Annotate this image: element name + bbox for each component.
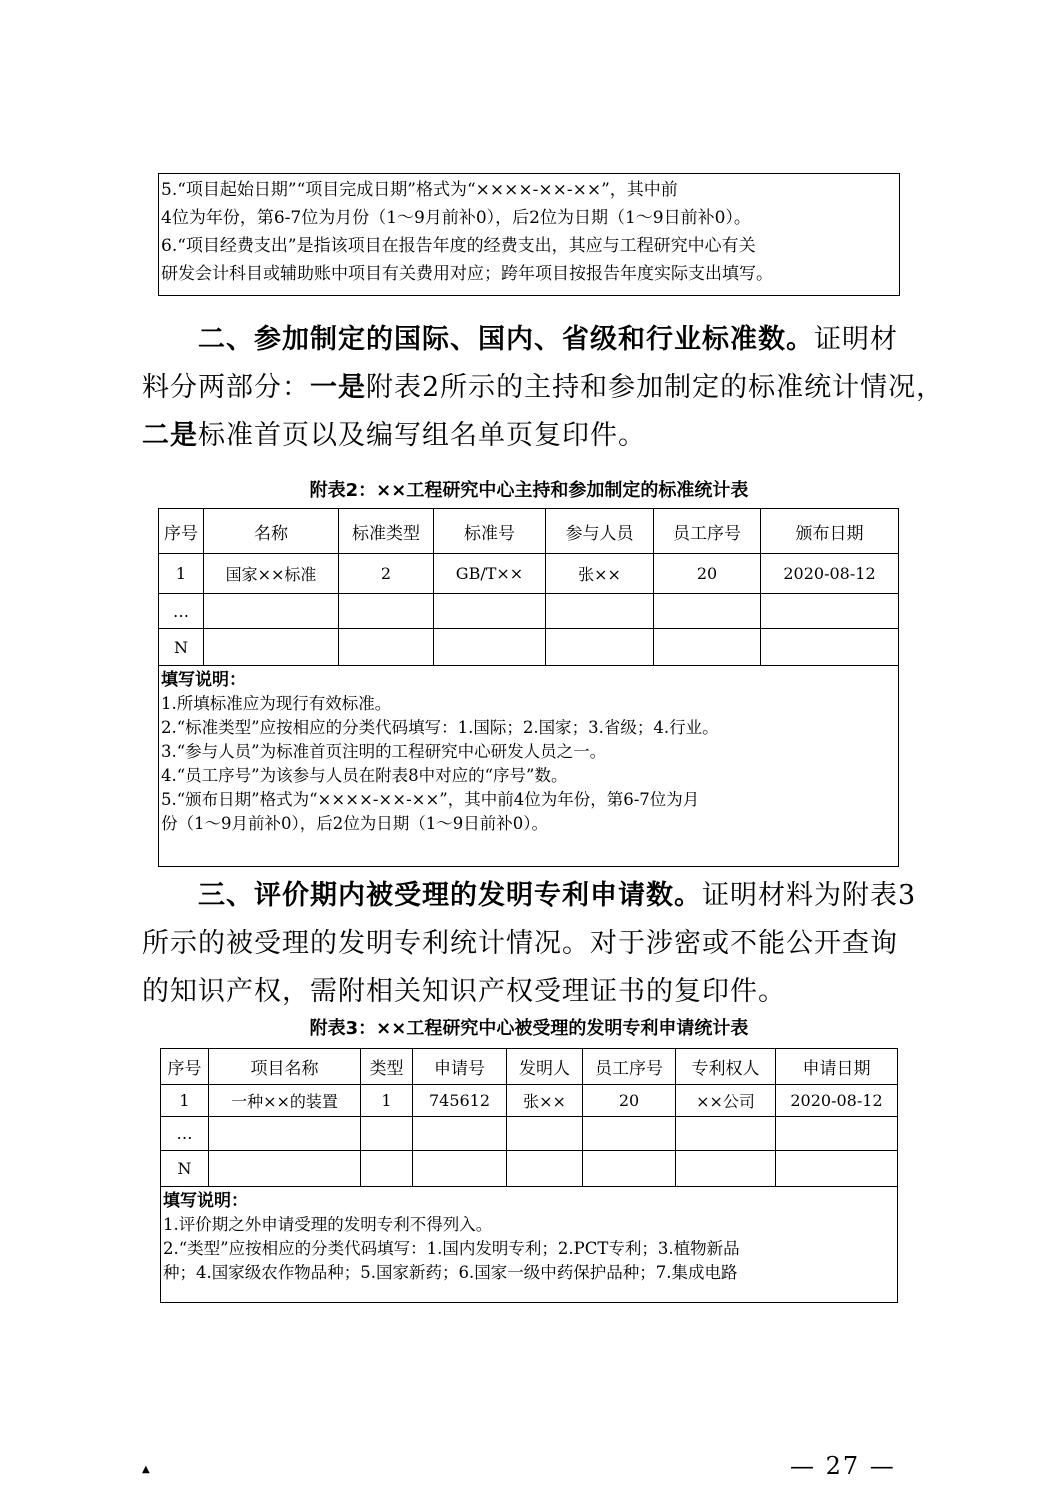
table3-notes <box>161 1187 898 1303</box>
table2 <box>158 508 899 867</box>
table3-notes-row <box>161 1187 898 1303</box>
table2-header: 参与人员 <box>546 509 654 554</box>
table3-header: 发明人 <box>507 1049 583 1085</box>
top-note-box <box>158 173 900 296</box>
table2-header: 员工序号 <box>654 509 761 554</box>
footer-mark: ▲ <box>142 1464 150 1475</box>
note-line: 5.“项目起始日期”“项目完成日期”格式为“××××-××-××”，其中前 <box>161 180 678 200</box>
table2-header: 名称 <box>204 509 339 554</box>
table3-header-row <box>161 1049 898 1085</box>
section3-heading: 三、评价期内被受理的发明专利申请数。 <box>198 880 702 911</box>
table3-header: 专利权人 <box>676 1049 776 1085</box>
table2-header-row <box>159 509 899 554</box>
notes-line: 1.评价期之外申请受理的发明专利不得列入。 <box>163 1215 493 1234</box>
table2-header: 颁布日期 <box>761 509 899 554</box>
table3-header: 申请号 <box>413 1049 507 1085</box>
notes-line: 5.“颁布日期”格式为“××××-××-××”，其中前4位为年份，第6-7位为月 <box>161 790 700 809</box>
notes-line: 4.“员工序号”为该参与人员在附表8中对应的“序号”数。 <box>161 766 568 785</box>
table3 <box>160 1048 898 1303</box>
notes-line: 2.“类型”应按相应的分类代码填写：1.国内发明专利；2.PCT专利；3.植物新品 <box>163 1239 740 1258</box>
page-number: — 27 — <box>790 1452 896 1480</box>
note-line: 4位为年份，第6-7位为月份（1～9月前补0），后2位为日期（1～9日前补0）。 <box>161 208 751 228</box>
notes-line: 份（1～9月前补0），后2位为日期（1～9日前补0）。 <box>161 814 548 833</box>
table-row: … <box>161 1117 898 1151</box>
table2-header: 标准类型 <box>339 509 434 554</box>
table-row: … <box>159 594 899 629</box>
table3-header: 类型 <box>361 1049 413 1085</box>
notes-line: 3.“参与人员”为标准首页注明的工程研究中心研发人员之一。 <box>161 742 607 761</box>
table3-header: 申请日期 <box>776 1049 898 1085</box>
note-line: 6.“项目经费支出”是指该项目在报告年度的经费支出，其应与工程研究中心有关 <box>161 236 756 256</box>
section3-paragraph: 三、评价期内被受理的发明专利申请数。证明材料为附表3 所示的被受理的发明专利统计情况。对于涉密或不能公开查询 的知识产权，需附相关知识产权受理证书的复印件。 <box>142 880 917 1007</box>
notes-line: 1.所填标准应为现行有效标准。 <box>161 694 392 713</box>
table2-header: 序号 <box>159 509 204 554</box>
section2-heading: 二、参加制定的国际、国内、省级和行业标准数。 <box>198 324 814 355</box>
table3-header: 员工序号 <box>583 1049 676 1085</box>
table-row: 1 国家××标准 2 GB/T×× 张×× 20 2020-08-12 <box>159 554 899 594</box>
table2-caption: 附表2：××工程研究中心主持和参加制定的标准统计表 <box>309 480 749 501</box>
section2-paragraph: 二、参加制定的国际、国内、省级和行业标准数。证明材 料分两部分：一是附表2所示的主持和参加制定的标准统计情况， 二是标准首页以及编写组名单页复印件。 <box>142 324 945 451</box>
table-row: 1 一种××的装置 1 745612 张×× 20 ××公司 2020-08-12 <box>161 1085 898 1117</box>
notes-title: 填写说明： <box>163 1191 248 1211</box>
table2-notes-row <box>159 666 899 867</box>
table3-header: 项目名称 <box>209 1049 361 1085</box>
notes-line: 种；4.国家级农作物品种；5.国家新药；6.国家一级中药保护品种；7.集成电路 <box>163 1263 738 1282</box>
notes-title: 填写说明： <box>161 670 246 690</box>
notes-line: 2.“标准类型”应按相应的分类代码填写：1.国际；2.国家；3.省级；4.行业。 <box>161 718 719 737</box>
table3-caption: 附表3：××工程研究中心被受理的发明专利申请统计表 <box>309 1018 749 1039</box>
note-line: 研发会计科目或辅助账中项目有关费用对应；跨年项目按报告年度实际支出填写。 <box>161 264 773 284</box>
table2-notes <box>159 666 899 867</box>
table-row: N <box>159 629 899 666</box>
table3-header: 序号 <box>161 1049 209 1085</box>
table-row: N <box>161 1151 898 1187</box>
table2-header: 标准号 <box>434 509 546 554</box>
